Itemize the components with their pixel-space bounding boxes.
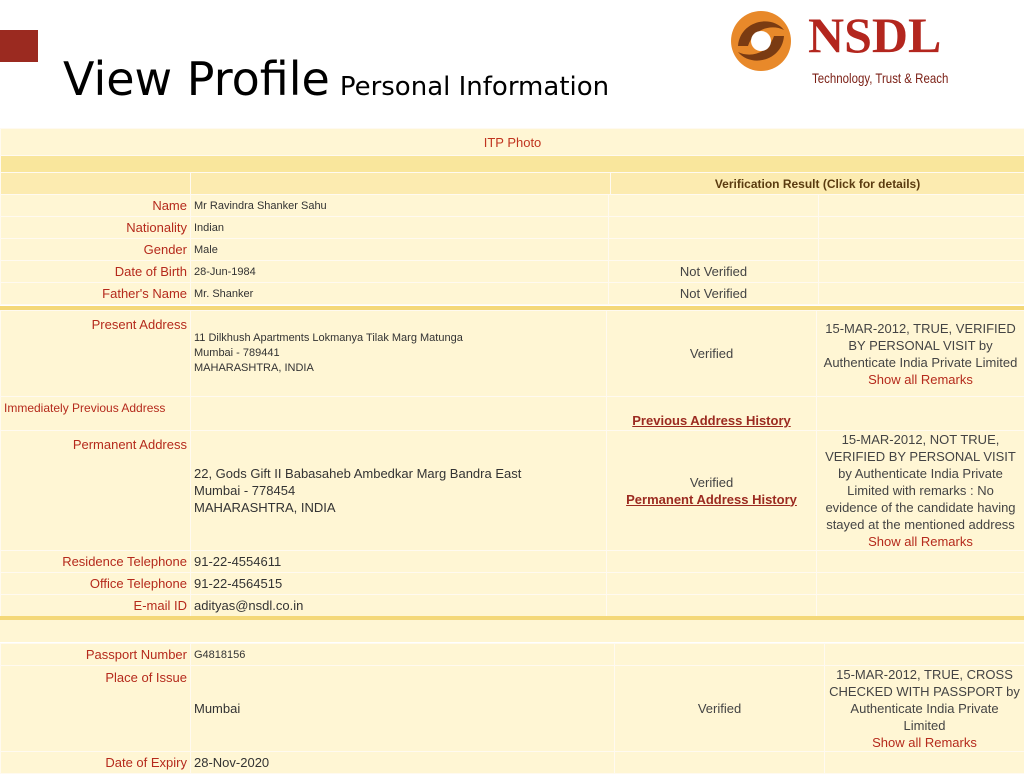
table-row (1, 666, 1024, 752)
date-of-expiry-label: Date of Expiry (1, 752, 191, 774)
itp-photo-label: ITP Photo (1, 129, 1024, 156)
present-address-remark (817, 311, 1024, 397)
show-all-remarks-link[interactable]: Show all Remarks (820, 533, 1021, 550)
name-value: Mr Ravindra Shanker Sahu (191, 195, 609, 217)
name-label: Name (1, 195, 191, 217)
table-row (1, 397, 1024, 431)
table-row (1, 261, 1024, 283)
logo-brand: NSDL (808, 6, 941, 64)
permanent-address-line1: 22, Gods Gift II Babasaheb Ambedkar Marg Bandra East (194, 465, 603, 482)
nsdl-swirl-icon (726, 6, 796, 76)
accent-square (0, 30, 38, 62)
photo-table (0, 128, 1024, 195)
present-address-line3: MAHARASHTRA, INDIA (194, 361, 603, 376)
dob-value: 28-Jun-1984 (191, 261, 609, 283)
page-title (63, 52, 609, 106)
email-label: E-mail ID (1, 595, 191, 617)
nationality-value: Indian (191, 217, 609, 239)
present-address-value (191, 311, 607, 397)
table-row (1, 283, 1024, 305)
table-row (1, 551, 1024, 573)
permanent-address-history-link[interactable]: Permanent Address History (626, 492, 797, 507)
present-address-remark-text: 15-MAR-2012, TRUE, VERIFIED BY PERSONAL VISIT by Authenticate India Private Limited (824, 321, 1018, 370)
table-row (1, 573, 1024, 595)
dob-label: Date of Birth (1, 261, 191, 283)
permanent-address-verification-cell (607, 431, 817, 551)
band-row (1, 156, 1024, 173)
present-address-line2: Mumbai - 789441 (194, 346, 603, 361)
residence-telephone-value: 91-22-4554611 (191, 551, 607, 573)
place-of-issue-value: Mumbai (191, 666, 615, 752)
table-header-row (1, 173, 1024, 195)
show-all-remarks-link[interactable]: Show all Remarks (828, 734, 1021, 751)
gender-label: Gender (1, 239, 191, 261)
passport-number-value: G4818156 (191, 644, 615, 666)
address-table (0, 310, 1024, 617)
table-row (1, 311, 1024, 397)
permanent-address-remark (817, 431, 1024, 551)
present-address-verification[interactable]: Verified (607, 311, 817, 397)
place-of-issue-verification[interactable]: Verified (615, 666, 825, 752)
table-row (1, 217, 1024, 239)
previous-address-history-link[interactable]: Previous Address History (632, 413, 790, 428)
present-address-line1: 11 Dilkhush Apartments Lokmanya Tilak Marg Matunga (194, 331, 603, 346)
office-telephone-label: Office Telephone (1, 573, 191, 595)
father-name-verification[interactable]: Not Verified (609, 283, 819, 305)
father-name-label: Father's Name (1, 283, 191, 305)
photo-row (1, 129, 1024, 156)
nsdl-logo (722, 2, 982, 92)
dob-verification[interactable]: Not Verified (609, 261, 819, 283)
table-row (1, 431, 1024, 551)
permanent-address-line3: MAHARASHTRA, INDIA (194, 499, 603, 516)
email-value: adityas@nsdl.co.in (191, 595, 607, 617)
permanent-address-label: Permanent Address (1, 431, 191, 551)
verification-header[interactable]: Verification Result (Click for details) (611, 173, 1024, 195)
logo-tagline: Technology, Trust & Reach (812, 70, 948, 86)
nationality-label: Nationality (1, 217, 191, 239)
table-row (1, 239, 1024, 261)
residence-telephone-label: Residence Telephone (1, 551, 191, 573)
father-name-value: Mr. Shanker (191, 283, 609, 305)
place-of-issue-remark (825, 666, 1024, 752)
place-of-issue-remark-text: 15-MAR-2012, TRUE, CROSS CHECKED WITH PASSPORT by Authenticate India Private Limited (829, 667, 1020, 733)
table-row (1, 752, 1024, 774)
passport-number-label: Passport Number (1, 644, 191, 666)
title-sub: Personal Information (340, 72, 609, 102)
permanent-address-remark-text: 15-MAR-2012, NOT TRUE, VERIFIED BY PERSONAL VISIT by Authenticate India Private Limited with remarks : No evidence of the candidate having stayed at the mentioned address (825, 432, 1016, 532)
permanent-address-verification[interactable]: Verified (610, 474, 813, 491)
present-address-label: Present Address (1, 311, 191, 397)
permanent-address-value (191, 431, 607, 551)
office-telephone-value: 91-22-4564515 (191, 573, 607, 595)
permanent-address-line2: Mumbai - 778454 (194, 482, 603, 499)
place-of-issue-label: Place of Issue (1, 666, 191, 752)
personal-table (0, 194, 1024, 305)
show-all-remarks-link[interactable]: Show all Remarks (820, 371, 1021, 388)
slide-header (0, 0, 1024, 128)
profile-sheet (0, 128, 1024, 768)
passport-table (0, 643, 1024, 774)
title-main: View Profile (63, 52, 330, 106)
gender-value: Male (191, 239, 609, 261)
date-of-expiry-value: 28-Nov-2020 (191, 752, 615, 774)
table-row (1, 644, 1024, 666)
previous-address-label: Immediately Previous Address (1, 397, 191, 431)
spacer-row (0, 620, 1024, 642)
table-row (1, 595, 1024, 617)
table-row (1, 195, 1024, 217)
